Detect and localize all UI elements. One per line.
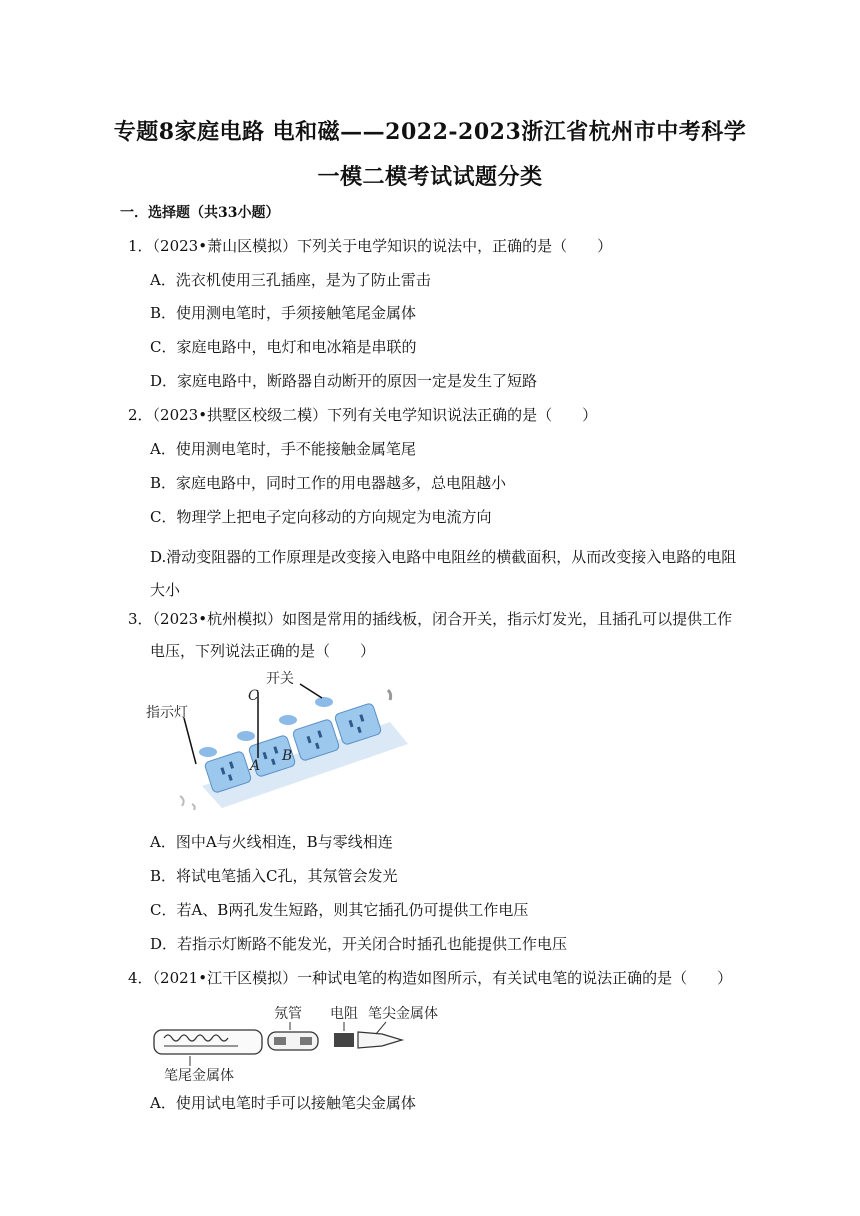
question-3-option-a: A．图中A与火线相连，B与零线相连	[150, 833, 393, 851]
question-3-option-b: B．将试电笔插入C孔，其氖管会发光	[150, 867, 398, 885]
indicator-leader-line	[184, 718, 196, 764]
cable-icon	[180, 796, 195, 810]
question-1-stem: 1．（2023•萧山区模拟）下列关于电学知识的说法中，正确的是（ ）	[128, 237, 613, 255]
question-2-stem: 2．（2023•拱墅区校级二模）下列有关电学知识说法正确的是（ ）	[128, 406, 598, 424]
question-3-stem-line-1: 3．（2023•杭州模拟）如图是常用的插线板，闭合开关，指示灯发光，且插孔可以提供工作	[128, 610, 733, 628]
pen-body	[154, 1030, 262, 1054]
switch-button-1	[237, 731, 255, 741]
tip-leader-line	[376, 1022, 386, 1034]
resistor-label: 电阻	[330, 1006, 358, 1022]
neon-electrode-1	[274, 1037, 286, 1045]
question-1-option-b: B．使用测电笔时，手须接触笔尾金属体	[150, 304, 417, 322]
cable-end-icon	[388, 690, 391, 700]
question-1-option-c: C．家庭电路中，电灯和电冰箱是串联的	[150, 338, 417, 356]
switch-button-3	[315, 697, 333, 707]
question-1-option-a: A．洗衣机使用三孔插座，是为了防止雷击	[150, 271, 431, 289]
indicator-light	[199, 747, 217, 757]
question-4-option-a: A．使用试电笔时手可以接触笔尖金属体	[150, 1094, 416, 1112]
question-2-option-d: D.滑动变阻器的工作原理是改变接入电路中电阻丝的横截面积，从而改变接入电路的电阻大小	[150, 548, 737, 599]
switch-label: 开关	[266, 671, 294, 687]
indicator-label: 指示灯	[146, 705, 188, 721]
power-strip-figure	[140, 666, 420, 816]
tail-label: 笔尾金属体	[164, 1068, 234, 1084]
hole-a-label: A	[250, 758, 261, 774]
switch-button-2	[279, 715, 297, 725]
doc-title-line-2: 一模二模考试试题分类	[317, 164, 543, 190]
question-3-option-c: C．若A、B两孔发生短路，则其它插孔仍可提供工作电压	[150, 901, 529, 919]
resistor	[334, 1033, 354, 1047]
doc-title-line-1: 专题8家庭电路 电和磁——2022-2023浙江省杭州市中考科学	[113, 119, 747, 145]
test-pen-figure	[150, 1000, 450, 1086]
question-4-stem: 4．（2021•江干区模拟）一种试电笔的构造如图所示，有关试电笔的说法正确的是（ ）	[128, 969, 733, 987]
question-2-option-a: A．使用测电笔时，手不能接触金属笔尾	[150, 440, 416, 458]
question-3-stem-line-2: 电压，下列说法正确的是（ ）	[150, 642, 376, 660]
switch-leader-line	[300, 684, 322, 698]
hole-b-label: B	[282, 748, 293, 764]
question-2-option-b: B．家庭电路中，同时工作的用电器越多，总电阻越小	[150, 474, 507, 492]
question-1-option-d: D．家庭电路中，断路器自动断开的原因一定是发生了短路	[150, 372, 538, 390]
neon-label: 氖管	[274, 1006, 302, 1022]
question-2-option-c: C．物理学上把电子定向移动的方向规定为电流方向	[150, 508, 492, 526]
neon-electrode-2	[300, 1037, 312, 1045]
hole-c-label: C	[248, 688, 259, 704]
question-3-option-d: D．若指示灯断路不能发光，开关闭合时插孔也能提供工作电压	[150, 935, 568, 953]
section-heading: 一．选择题（共33小题）	[120, 205, 280, 221]
tip-label: 笔尖金属体	[368, 1006, 438, 1022]
pen-tip	[358, 1032, 402, 1048]
